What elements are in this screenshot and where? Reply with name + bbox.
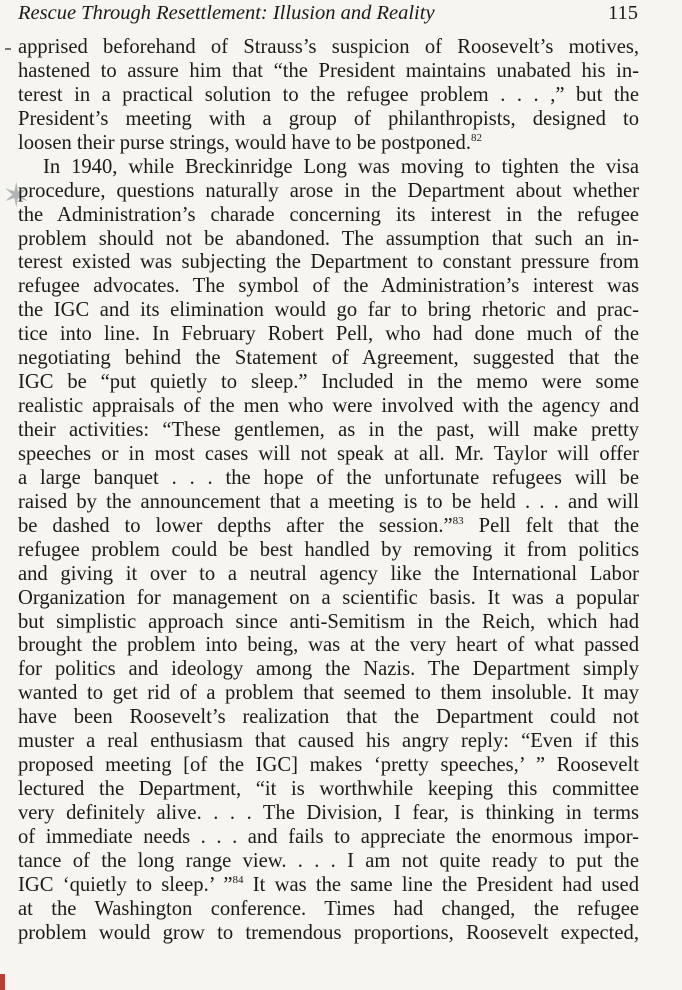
body-text <box>18 36 639 946</box>
text-line: of immediate needs . . . and fails to appreciate the enormous impor- <box>18 825 639 848</box>
text-line: refugee problem could be best handled by removing it from politics <box>18 538 639 561</box>
text-line: be dashed to lower depths after the session.”$^{83}$ Pell felt that the <box>18 514 639 537</box>
footnote-marker: 82 <box>471 131 482 144</box>
text-line: refugee advocates. The symbol of the Administration’s interest was <box>18 275 639 298</box>
text-line: terest in a practical solution to the refugee problem . . . ,” but the <box>18 83 639 106</box>
footnote-marker: 84 <box>232 873 244 886</box>
text-line: the IGC and its elimination would go far to bring rhetoric and prac- <box>18 299 639 322</box>
text-line: Organization for management on a scientific basis. It was a popular <box>18 586 639 609</box>
text-line: IGC ‘quietly to sleep.’ ”$^{84}$ It was the same line the President had used <box>18 873 639 896</box>
text-line: very definitely alive. . . . The Division, I fear, is thinking in terms <box>18 802 639 824</box>
text-line: hastened to assure him that “the President maintains unabated his in- <box>18 59 639 82</box>
text-line: but simplistic approach since anti-Semitism in the Reich, which had <box>18 610 639 633</box>
text-line: a large banquet . . . the hope of the unfortunate refugees will be <box>18 466 639 489</box>
text-line: muster a real enthusiasm that caused his angry reply: “Even if this <box>18 730 639 753</box>
running-head <box>18 0 638 26</box>
text-line: speeches or in most cases will not speak at all. Mr. Taylor will offer <box>18 442 639 465</box>
text-line: negotiating behind the Statement of Agreement, suggested that the <box>18 347 639 370</box>
text-line: loosen their purse strings, would have to be postponed.$^{82}$ <box>18 131 482 154</box>
text-line: and giving it over to a neutral agency like the International Labor <box>18 562 639 585</box>
text-line: tice into line. In February Robert Pell, who had done much of the <box>18 323 639 346</box>
text-line: the Administration’s charade concerning its interest in the refugee <box>18 203 639 226</box>
text-line: brought the problem into being, was at the very heart of what passed <box>18 634 639 657</box>
text-line: In 1940, while Breckinridge Long was moving to tighten the visa <box>43 155 639 178</box>
text-line: proposed meeting [of the IGC] makes ‘pretty speeches,’ ” Roosevelt <box>18 754 639 777</box>
text-line: apprised beforehand of Strauss’s suspicion of Roosevelt’s motives, <box>18 36 639 58</box>
text-line: their activities: “These gentlemen, as in the past, will make pretty <box>18 419 639 441</box>
text-line: terest existed was subjecting the Department to constant pressure from <box>18 251 639 274</box>
text-line: realistic appraisals of the men who were involved with the agency and <box>18 395 639 418</box>
text-line: have been Roosevelt’s realization that the Department could not <box>18 706 639 729</box>
footnote-marker: 83 <box>452 514 464 527</box>
text-line: tance of the long range view. . . . I am not quite ready to put the <box>18 849 639 872</box>
text-line: raised by the announcement that a meeting is to be held . . . and will <box>18 490 639 513</box>
text-line: wanted to get rid of a problem that seemed to them insoluble. It may <box>18 682 639 705</box>
text-line: problem should not be abandoned. The assumption that such an in- <box>18 227 639 250</box>
running-title: Rescue Through Resettlement: Illusion and Reality <box>18 2 435 24</box>
text-line: problem would grow to tremendous proportions, Roosevelt expected, <box>18 921 639 944</box>
page-number: 115 <box>608 2 638 24</box>
scan-smudge-icon: ✶ <box>2 176 31 216</box>
text-line: lectured the Department, “it is worthwhile keeping this committee <box>18 778 639 801</box>
text-line: procedure, questions naturally arose in the Department about whether <box>18 179 639 202</box>
text-line: for politics and ideology among the Nazis. The Department simply <box>18 658 639 681</box>
page-edge-mark <box>0 974 5 990</box>
text-line: IGC be “put quietly to sleep.” Included in the memo were some <box>18 371 639 394</box>
text-line: at the Washington conference. Times had changed, the refugee <box>18 897 639 920</box>
scan-tick-mark <box>5 48 11 50</box>
text-line: President’s meeting with a group of philanthropists, designed to <box>18 107 639 130</box>
